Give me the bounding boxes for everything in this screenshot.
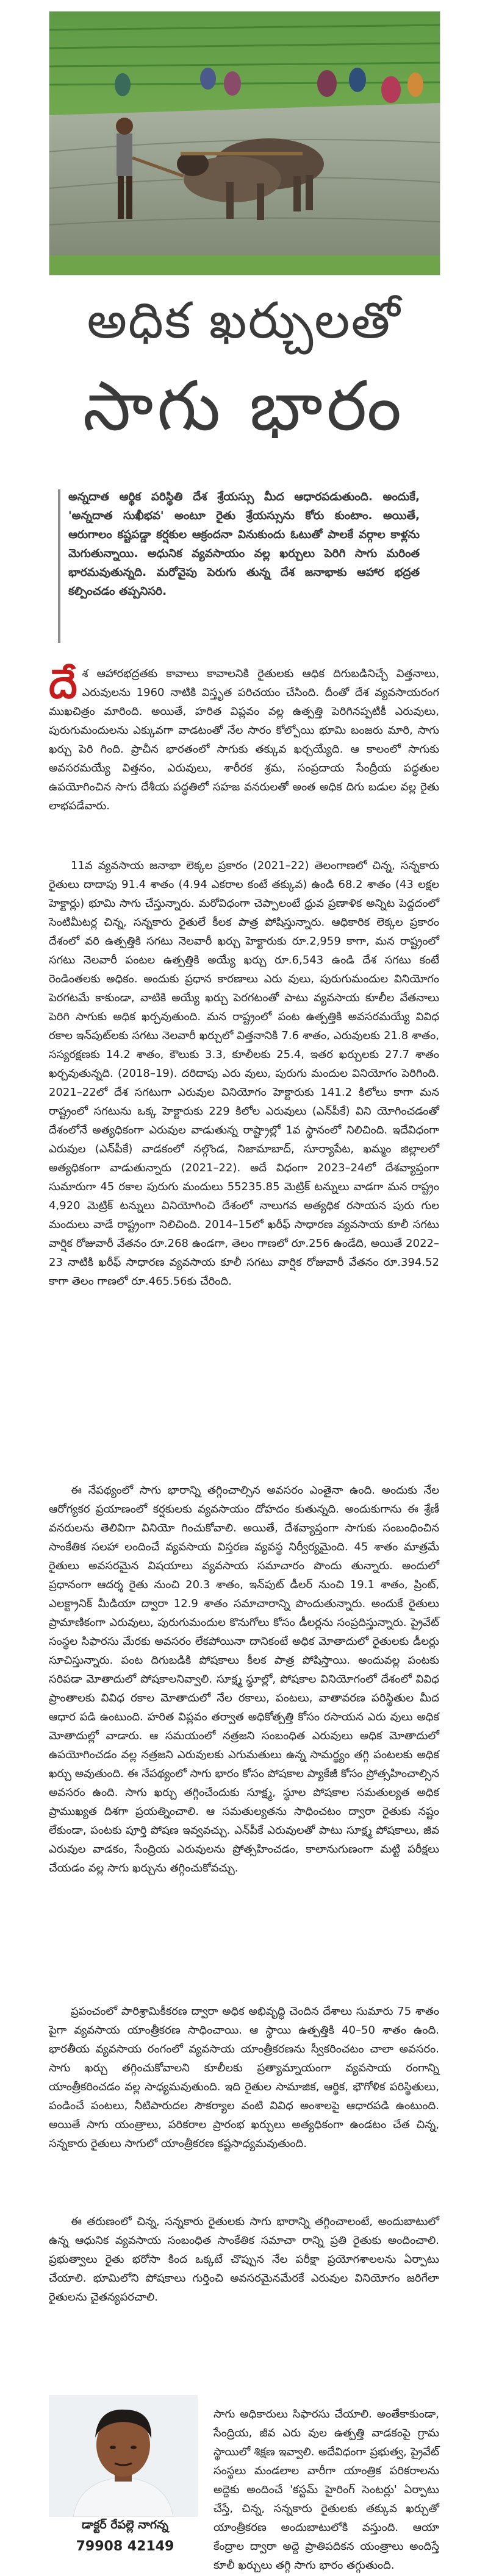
- author-photo: [49, 2395, 198, 2517]
- body-paragraph-1: [49, 660, 439, 815]
- author-portrait: [49, 2395, 198, 2517]
- article-body-3: [49, 1481, 439, 1878]
- author-phone: 79908 42149: [76, 2539, 174, 2554]
- deck-accent-bar: [58, 489, 60, 643]
- article-deck: అన్నదాత ఆర్థిక పరిస్థితి దేశ శ్రేయస్సు మీద ఆధారపడుతుంది. అందుకే, 'అన్నదాత సుఖీభవ' అంటూ రైతు శ్రేయస్సును కోరు కుంటాం. అయితే, ఆరుగాలం కష్టపడ్డా కర్షకుల ఆక్రందనా వినుకుందు ఓటుతో పాలకే వర్గాల కాళ్లను మెగుతున్నాయి. అధునిక వ్యవసాయం వల్ల ఖర్చులు పెరిగి సాగు మరింత భారమవుతున్నది. మరోవైపు పెరుగు తున్న దేశ జనాభాకు ఆహార భద్రత కల్పించడం తప్పనిసరి.: [68, 491, 420, 598]
- headline: [49, 282, 439, 464]
- drop-cap: దే: [49, 660, 77, 708]
- headline-line-2: సాగు భారం: [82, 367, 406, 446]
- closing-paragraph: సాగు అధికారులు సిఫారసు చేయాలి. అంతేకాకుండా, సేంద్రియ, జీవ ఎరు వుల ఉత్పత్తి వాడకంపై గ్రామ స్థాయిలో శిక్షణ ఇవ్వాలి. అదేవిధంగా ప్రభుత్వ, ప్రైవేట్ సంస్థలు మండలాల వారీగా యాంత్రిక పరికరాలను అద్దెకు అందించే 'కస్టమ్ హైరింగ్ సెంటర్లు' ఏర్పాటు చేస్తే, చిన్న, సన్నకారు రైతులకు తక్కువ ఖర్చుతో యాంత్రీకరణ అందుబాటులోకి వస్తుంది. ఆయా కేంద్రాల ద్వారా అద్దె ప్రాతిపదికన యంత్రాలు అందిస్తే కూలీ ఖర్చులు తగ్గి సాగు భారం తగ్గుతుంది.: [214, 2408, 439, 2572]
- paddy-field-photo: [49, 12, 440, 275]
- author-name: డాక్టర్ రేపల్లె నాగన్న: [82, 2518, 168, 2532]
- body-paragraph-5: ఈ తరుణంలో చిన్న, సన్నకారు రైతులకు సాగు భారాన్ని తగ్గించాలంటే, అందుబాటులో ఉన్న ఆధునిక వ్యవసాయ సంబంధిత సాంకేతిక సమాచా రాన్ని ప్రతి రైతుకు అందించాలి. ప్రభుత్వాలు రైతు భరోసా కింద ఒక్కటే చొప్పున నేల పరీక్షా ప్రయోగశాలలను ఏర్పాటు చేయాలి. భూమిలోని పోషకాలు గుర్తించి అవసరమైనమేరకే ఎరువుల వినియోగం జరిగేలా రైతులను చైతన్యపరచాలి.: [49, 2215, 439, 2304]
- article-photo: [49, 11, 440, 275]
- headline-line-1: అధిక ఖర్చులతో: [87, 292, 401, 350]
- article-body-4: [49, 2002, 439, 2153]
- body-paragraph-3: ఈ నేపథ్యంలో సాగు భారాన్ని తగ్గించాల్సిన అవసరం ఎంతైనా ఉంది. అందుకు నేల ఆరోగ్యకర ప్రయాణంలో కర్షకులకు వ్యవసాయం దోహదం కుతున్నది. అందుకుగాను ఈ శ్రేణీ వనరులను తెలివిగా వినియో గించుకోవాలి. అయితే, దేశవ్యాప్తంగా సాగుకు సంబంధించిన సాంకేతిక సలహా లందించే వ్యవసాయ విస్తరణ వ్యవస్థ నిర్వీర్యమైంది. 45 శాతం మాత్రమే రైతులు అవసరమైన విషయాలు వ్యవసాయ సమాచారం పొందు తున్నారు. అందులో ప్రధానంగా ఆదర్శ రైతు నుంచి 20.3 శాతం, ఇన్‌పుట్ డీలర్ నుంచి 19.1 శాతం, ప్రింట్, ఎలక్ట్రానిక్ మీడియా ద్వారా 12.9 శాతం సమాచారాన్ని పొందుతున్నారు. అందుకే రైతులు ప్రామాణికంగా ఎరువులు, పురుగుమందుల కొనుగోలు కోసం డీలర్లను సంప్రదిస్తున్నారు. ప్రైవేట్ సంస్థల సిఫారసు మేరకు అవసరం లేకపోయినా దానికంటే అధిక మోతాదులో రైతులకు డీలర్లు సూచిస్తున్నారు. పంట దిగుబడికి పోషకాలు కీలక పాత్ర పోషిస్తాయి. అందువల్ల పంటకు సరిపడా మోతాదులో పోషకాలనివ్వాలి. సూక్ష్మ స్థూల్లో, పోషకాల వినియోగంలో దేశంలో వివిధ ప్రాంతాలకు వివిధ రకాల మోతాదులో నేల రకాలు, పంటలు, వాతావరణ పరిస్థితుల మీద ఆధార పడి ఉంటుంది. హరిత విప్లవం తర్వాత అధికోత్పత్తి కోసం రసాయన ఎరు వులు అధిక మోతాదుల్లో వాడారు. ఆ సమయంలో నత్రజని సంబంధిత ఎరువులు అధిక మోతాదులో ఉపయోగించడం వల్ల నత్రజని ఎరువులకు ఎగుమతులు ఉన్న సామర్థ్యం తగ్గి పంటలకు అధిక ఖర్చు అవుతుంది. ఈ నేపథ్యంలో సాగు భారం కోసం పోషకాల ప్యాకేజీ కోసం ప్రోత్సహించాల్సిన అవసరం ఉంది. సాగు ఖర్చు తగ్గించేందుకు సూక్ష్మ, స్థూల పోషకాల సమతుల్యత అధిక ప్రాముఖ్యత దిశగా ప్రయత్నించాలి. ఆ సమతుల్యతను సాధించటం ద్వారా రైతుకు నష్టం లేకుండా, పంటకు పూర్తి పోషణ ఇవ్వవచ్చు. ఎన్‌పీకే ఎరువులతో పాటు సూక్ష్మ పోషకాలు, జీవ ఎరువుల వాడకం, సేంద్రియ ఎరువులను ప్రోత్సహించడం, కాలానుగుణంగా మట్టి పరీక్షలు చేయడం వల్ల సాగు ఖర్చును తగ్గించుకోవచ్చు.: [49, 1484, 439, 1875]
- body-paragraph-1-text: శ ఆహారభద్రతకు కావాలు కావాలనికి రైతులకు ఆధిక దిగుబడినిచ్చే విత్తనాలు, ఎరువులను 1960 నాటికి విస్తృత పరిచయం చేసింది. దీంతో దేశ వ్యవసాయరంగ ముఖచిత్రం మారింది. అయితే, హరిత విప్లవం వల్ల ఉత్పత్తి పెరిగినప్పటికీ ఎరువులు, పురుగుమందులను ఎక్కువగా వాడటంతో నేల సారం కోల్పోయి భూమి బంజరు మారి, సాగు ఖర్చు పెరి గింది. ప్రాచీన భారతంలో సాగుకు తక్కువ ఖర్చయ్యేది. ఆ కాలంలో సాగుకు అవసరమయ్యే విత్తనం, ఎరువులు, శారీరక శ్రమ, సంప్రదాయ సేంద్రీయ పద్ధతుల ఉపయోగించిన సాగు దేశీయ పద్ధతిలో సహజ వనరులతో అంత అధిక దిగు బడుల వల్ల రైతు లాభపడేవారు.: [49, 667, 439, 812]
- article-body-2: [49, 856, 439, 1291]
- article-body: [49, 660, 439, 815]
- body-paragraph-4: ప్రపంచంలో పారిశ్రామికీకరణ ద్వారా అధిక అభివృద్ధి చెందిన దేశాలు సుమారు 75 శాతం పైగా వ్యవసాయ యాంత్రీకరణ సాధించాయి. ఆ స్థాయి ఉత్పత్తికి 40–50 శాతం ఉంది. భారతీయ వ్యవసాయ రంగంలో వ్యవసాయ యాంత్రీకరణను స్వీకరించటం చాలా అవసరం. సాగు ఖర్చు తగ్గించుకోవాలని కూలీలకు ప్రత్యామ్నాయంగా వ్యవసాయ రంగాన్ని యాంత్రీకరించడం వల్ల సాధ్యమవుతుంది. ఇది రైతుల సామాజిక, ఆర్థిక, భౌగోళిక పరిస్థితులు, పండించే పంటలు, నీటిపారుదల సౌకర్యాల వంటి వివిధ అంశాలపై ఆధారపడి ఉంటుంది. అయితే సాగు యంత్రాలు, పరికరాల ప్రారంభ ఖర్చులు అత్యధికంగా ఉండటం చేత చిన్న, సన్నకారు రైతులు సాగులో యాంత్రీకరణ కష్టసాధ్యమవుతుంది.: [49, 2005, 439, 2150]
- article-body-5: [49, 2212, 439, 2307]
- body-paragraph-2: 11వ వ్యవసాయ జనాభా లెక్కల ప్రకారం (2021–22) తెలంగాణలో చిన్న, సన్నకారు రైతులు దాదాపు 91.4 శాతం (4.94 ఎకరాల కంటే తక్కువ) ఉండి 68.2 శాతం (43 లక్షల హెక్టార్లు) భూమి సాగు చేస్తున్నారు. మరోవిధంగా చెప్పాలంటే ధ్రువ ప్రణాళిక అన్నిట పెద్దదంలో సెంటిమీటర్ల చిన్న, సన్నకారు రైతులే కీలక పాత్ర పోషిస్తున్నారు. ఆధికారిక లెక్కల ప్రకారం దేశంలో వరి ఉత్పత్తికి సగటు నెలవారీ ఖర్చు హెక్టారుకు రూ.2,959 కాగా, మన రాష్ట్రంలో సగటు నెలవారీ పంటల ఉత్పత్తికి అయ్యే ఖర్చు రూ.6,543 ఉండి దేశ సగటు కంటే రెండింతలకు అధికం. అందుకు ప్రధాన కారణాలు ఎరు వులు, పురుగుమందుల వినియోగం పెరగటమే కాకుండా, వాటికి అయ్యే ఖర్చు పెరగటంతో పాటు వ్యవసాయ కూలీల వేతనాలు పెరిగి సాగుకు అధిక ఖర్చవుతుంది. మన రాష్ట్రంలో పంట ఉత్పత్తికి అవసరమయ్యే వివిధ రకాల ఇన్‌పుట్‌లకు సగటు నెలవారీ ఖర్చులో విత్తనానికి 7.6 శాతం, ఎరువులకు 21.8 శాతం, సస్యరక్షణకు 14.2 శాతం, కౌలుకు 3.3, కూలీలకు 25.4, ఇతర ఖర్చులకు 27.7 శాతం ఖర్చవుతున్నది. (2018–19). దరిదాపు ఎరు వులు, పురుగు మందుల వినియోగం పెరిగింది. 2021–22లో దేశ సగటుగా ఎరువుల వినియోగం హెక్టారుకు 141.2 కిలోలు కాగా మన రాష్ట్రంలో సగటును ఒక్క హెక్టారుకు 229 కిలోల ఎరువులు (ఎన్‌పీకే) విని యోగించడంతో దేశంలోనే అత్యధికంగా ఎరువుల వాడుతున్న రాష్ట్రాల్లో 1వ స్థానంలో నిలిచింది. ఇదేవిధంగా ఎరువుల (ఎన్‌పీకే) వాడకంలో నల్గొండ, నిజామాబాద్, సూర్యాపేట, ఖమ్మం జిల్లాలలో అత్యధికంగా వాడుతున్నారు (2021–22). అదే విధంగా 2023–24లో దేశవ్యాప్తంగా సుమారుగా 45 రకాల పురుగు మందులు 55235.85 మెట్రిక్ టన్నులు వాడగా మన రాష్ట్రం 4,920 మెట్రిక్ టన్నులు వినియోగించి దేశంలో నాలుగవ అత్యధిక రసాయన పురు గుల మందులు వాడే రాష్ట్రంగా నిలిచింది. 2014–15లో ఖరీఫ్ సాధారణ వ్యవసాయ కూలీ సగటు వార్షిక రోజువారీ వేతనం రూ.268 ఉండగా, తెలం గాణలో రూ.256 ఉండేది, అయితే 2022–23 నాటికి ఖరీఫ్ సాధారణ వ్యవసాయ కూలీ సగటు వార్షిక రోజువారీ వేతనం రూ.394.52 కాగా తెలం గాణలో రూ.465.56కు చేరింది.: [49, 859, 439, 1288]
